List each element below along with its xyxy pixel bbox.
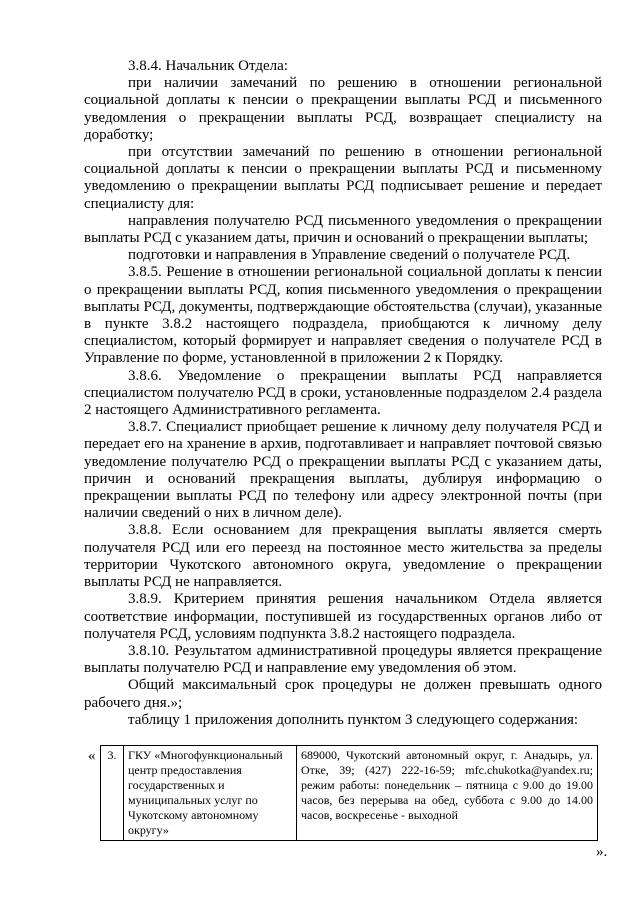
paragraph-3-8-6: 3.8.6. Уведомление о прекращении выплаты РСД направляется специалистом получателю РСД в сроки, установленные подразделом 2.4 раздела 2 настоящего Административного регламента. xyxy=(84,367,602,419)
paragraph-send-notice: направления получателю РСД письменного уведомления о прекращении выплаты РСД с указанием даты, причин и оснований о прекращении выплаты; xyxy=(84,212,602,247)
paragraph-3-8-5: 3.8.5. Решение в отношении региональной социальной доплаты к пенсии о прекращении выплаты РСД, копия письменного уведомления о прекращении выплаты РСД, документы, подтверждающие обстоятельства (случаи), указанные в пункте 3.8.2 настоящего подраздела, приобщаются к личному делу специалистом, который формирует и направляет сведения о получателе РСД в Управление по форме, установленной в приложении 2 к Порядку. xyxy=(84,264,602,367)
table-row xyxy=(101,746,598,841)
table-open-quote: « xyxy=(88,748,96,764)
paragraph-max-term: Общий максимальный срок процедуры не должен превышать одного рабочего дня.»; xyxy=(84,677,602,711)
paragraph-3-8-8: 3.8.8. Если основанием для прекращения выплаты является смерть получателя РСД или его переезд на постоянное место жительства за пределы территории Чукотского автономного округа, уведомление о прекращении выплаты РСД не направляется. xyxy=(84,522,602,591)
paragraph-table-intro: таблицу 1 приложения дополнить пунктом 3 следующего содержания: xyxy=(128,711,579,728)
paragraph-3-8-4: 3.8.4. Начальник Отдела: xyxy=(128,58,288,74)
paragraph-remarks-present: при наличии замечаний по решению в отношении региональной социальной доплаты к пенсии о прекращении выплаты РСД и письменного уведомления о прекращении выплаты РСД, возвращает специалисту на доработку; xyxy=(84,75,602,143)
paragraph-prepare-info: подготовки и направления в Управление сведений о получателе РСД. xyxy=(128,247,571,264)
address-table xyxy=(100,745,598,841)
document-body xyxy=(84,58,602,729)
paragraph-3-8-9: 3.8.9. Критерием принятия решения начальником Отдела является соответствие информации, поступившей из государственных органов либо от получателя РСД, условиям подпункта 3.8.2 настоящего подраздела. xyxy=(84,591,602,642)
row-number-cell: 3. xyxy=(101,746,124,841)
paragraph-3-8-10: 3.8.10. Результатом административной процедуры является прекращение выплаты получателю РСД и направление ему уведомления об этом. xyxy=(84,642,602,677)
table-close-quote: ». xyxy=(596,844,608,860)
contact-info-cell: 689000, Чукотский автономный округ, г. Анадырь, ул. Отке, 39; (427) 222-16-59; mfc.chukotka@yandex.ru; режим работы: понедельник – пятница с 9.00 до 19.00 часов, без перерыва на обед, суббота с 9.00 до 14.00 часов, воскресенье - выходной xyxy=(297,746,598,841)
paragraph-remarks-absent: при отсутствии замечаний по решению в отношении региональной социальной доплаты к пенсии о прекращении выплаты РСД и письменному уведомлению о прекращении выплаты РСД подписывает решение и передает специалисту для: xyxy=(84,144,602,212)
organization-name-cell: ГКУ «Многофункциональный центр предоставления государственных и муниципальных услуг по Чукотскому автономному округу» xyxy=(124,746,297,841)
paragraph-3-8-7: 3.8.7. Специалист приобщает решение к личному делу получателя РСД и передает его на хранение в архив, подготавливает и направляет почтовой связью уведомление получателю РСД о прекращении выплаты РСД с указанием даты, причин и оснований прекращения выплаты, дублируя информацию о прекращении выплаты РСД по телефону или адресу электронной почты (при наличии сведений о них в личном деле). xyxy=(84,419,602,522)
